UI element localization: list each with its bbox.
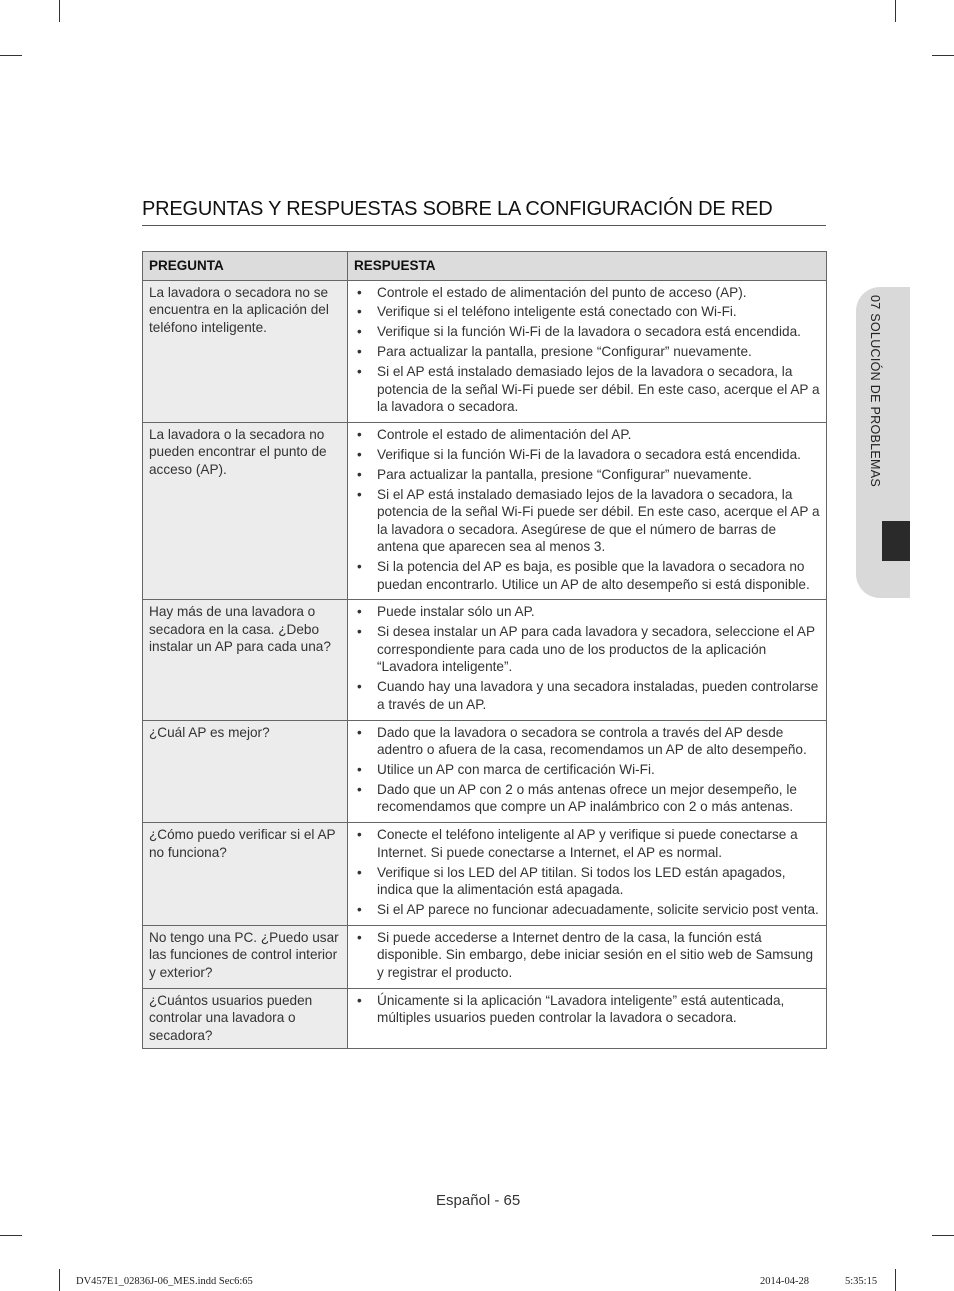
answer-item: • Verifique si el teléfono inteligente está conectado con Wi-Fi. — [354, 303, 820, 321]
answer-item: • Únicamente si la aplicación “Lavadora inteligente” está autenticada, múltiples usuarios pueden controlar la lavadora o secadora. — [354, 992, 820, 1027]
answer-list — [354, 426, 820, 593]
answer-item: • Conecte el teléfono inteligente al AP y verifique si puede conectarse a Internet. Si puede conectarse a Internet, el AP es normal. — [354, 826, 820, 861]
chapter-label: 07 SOLUCIÓN DE PROBLEMAS — [868, 295, 882, 487]
crop-mark — [59, 0, 60, 22]
header-question: PREGUNTA — [143, 252, 348, 281]
crop-mark — [895, 0, 896, 22]
table-row — [143, 720, 827, 823]
table-row — [143, 280, 827, 422]
answer-item: • Controle el estado de alimentación del AP. — [354, 426, 820, 444]
question-cell: Hay más de una lavadora o secadora en la casa. ¿Debo instalar un AP para cada una? — [143, 600, 348, 720]
crop-mark — [59, 1269, 60, 1291]
answer-item: • Cuando hay una lavadora y una secadora instaladas, pueden controlarse a través de un AP. — [354, 678, 820, 713]
question-cell: La lavadora o secadora no se encuentra en la aplicación del teléfono inteligente. — [143, 280, 348, 422]
qa-table — [142, 251, 827, 1049]
question-cell: ¿Cómo puedo verificar si el AP no funciona? — [143, 823, 348, 926]
answer-item: • Dado que un AP con 2 o más antenas ofrece un mejor desempeño, le recomendamos que compre un AP inalámbrico con 2 o más antenas. — [354, 781, 820, 816]
answer-item: • Puede instalar sólo un AP. — [354, 603, 820, 621]
answer-cell — [348, 925, 827, 988]
chapter-marker — [882, 521, 910, 561]
answer-cell — [348, 823, 827, 926]
answer-item: • Si el AP está instalado demasiado lejos de la lavadora o secadora, la potencia de la señal Wi-Fi puede ser débil. En este caso, acerque el AP a la lavadora o secadora. — [354, 363, 820, 416]
answer-list — [354, 603, 820, 713]
answer-item: • Si la potencia del AP es baja, es posible que la lavadora o secadora no puedan encontrarlo. Utilice un AP de alto desempeño si está disponible. — [354, 558, 820, 593]
answer-cell — [348, 720, 827, 823]
crop-mark — [0, 1235, 22, 1236]
answer-cell — [348, 422, 827, 599]
table-row — [143, 925, 827, 988]
answer-item: • Si puede accederse a Internet dentro de la casa, la función está disponible. Sin embargo, debe iniciar sesión en el sitio web de Samsung y registrar el producto. — [354, 929, 820, 982]
crop-mark — [932, 55, 954, 56]
answer-item: • Verifique si la función Wi-Fi de la lavadora o secadora está encendida. — [354, 446, 820, 464]
answer-item: • Para actualizar la pantalla, presione “Configurar” nuevamente. — [354, 466, 820, 484]
answer-item: • Si desea instalar un AP para cada lavadora y secadora, seleccione el AP correspondiente para cada uno de los productos de la aplicación “Lavadora inteligente”. — [354, 623, 820, 676]
crop-mark — [895, 1269, 896, 1291]
question-cell: ¿Cuál AP es mejor? — [143, 720, 348, 823]
header-answer: RESPUESTA — [348, 252, 827, 281]
section-title: PREGUNTAS Y RESPUESTAS SOBRE LA CONFIGURACIÓN DE RED — [142, 198, 826, 226]
answer-cell — [348, 600, 827, 720]
answer-item: • Utilice un AP con marca de certificación Wi-Fi. — [354, 761, 820, 779]
crop-mark — [932, 1235, 954, 1236]
table-row — [143, 988, 827, 1049]
imprint-file: DV457E1_02836J-06_MES.indd Sec6:65 — [76, 1276, 253, 1287]
crop-mark — [0, 55, 22, 56]
answer-item: • Si el AP parece no funcionar adecuadamente, solicite servicio post venta. — [354, 901, 820, 919]
question-cell: ¿Cuántos usuarios pueden controlar una lavadora o secadora? — [143, 988, 348, 1049]
answer-list — [354, 826, 820, 918]
answer-list — [354, 724, 820, 816]
table-row — [143, 600, 827, 720]
imprint-date: 2014-04-28 — [760, 1276, 809, 1287]
imprint-time: 5:35:15 — [845, 1276, 878, 1287]
answer-cell — [348, 280, 827, 422]
answer-item: • Verifique si la función Wi-Fi de la lavadora o secadora está encendida. — [354, 323, 820, 341]
answer-list — [354, 284, 820, 416]
answer-item: • Si el AP está instalado demasiado lejos de la lavadora o secadora, la potencia de la señal Wi-Fi puede ser débil. En este caso, acerque el AP a la lavadora o secadora. Asegúrese de que el número de barras de antena que aparecen sea al menos 3. — [354, 486, 820, 556]
answer-item: • Controle el estado de alimentación del punto de acceso (AP). — [354, 284, 820, 302]
answer-item: • Dado que la lavadora o secadora se controla a través del AP desde adentro o afuera de la casa, recomendamos un AP de alto desempeño. — [354, 724, 820, 759]
question-cell: La lavadora o la secadora no pueden encontrar el punto de acceso (AP). — [143, 422, 348, 599]
question-cell: No tengo una PC. ¿Puedo usar las funciones de control interior y exterior? — [143, 925, 348, 988]
table-row — [143, 422, 827, 599]
answer-list — [354, 929, 820, 982]
answer-cell — [348, 988, 827, 1049]
answer-list — [354, 992, 820, 1027]
table-row — [143, 823, 827, 926]
table-header-row — [143, 252, 827, 281]
qa-table-body — [143, 280, 827, 1049]
answer-item: • Verifique si los LED del AP titilan. Si todos los LED están apagados, indica que la alimentación está apagada. — [354, 864, 820, 899]
answer-item: • Para actualizar la pantalla, presione “Configurar” nuevamente. — [354, 343, 820, 361]
page-number: Español - 65 — [436, 1192, 521, 1209]
chapter-side-tab — [856, 287, 910, 598]
